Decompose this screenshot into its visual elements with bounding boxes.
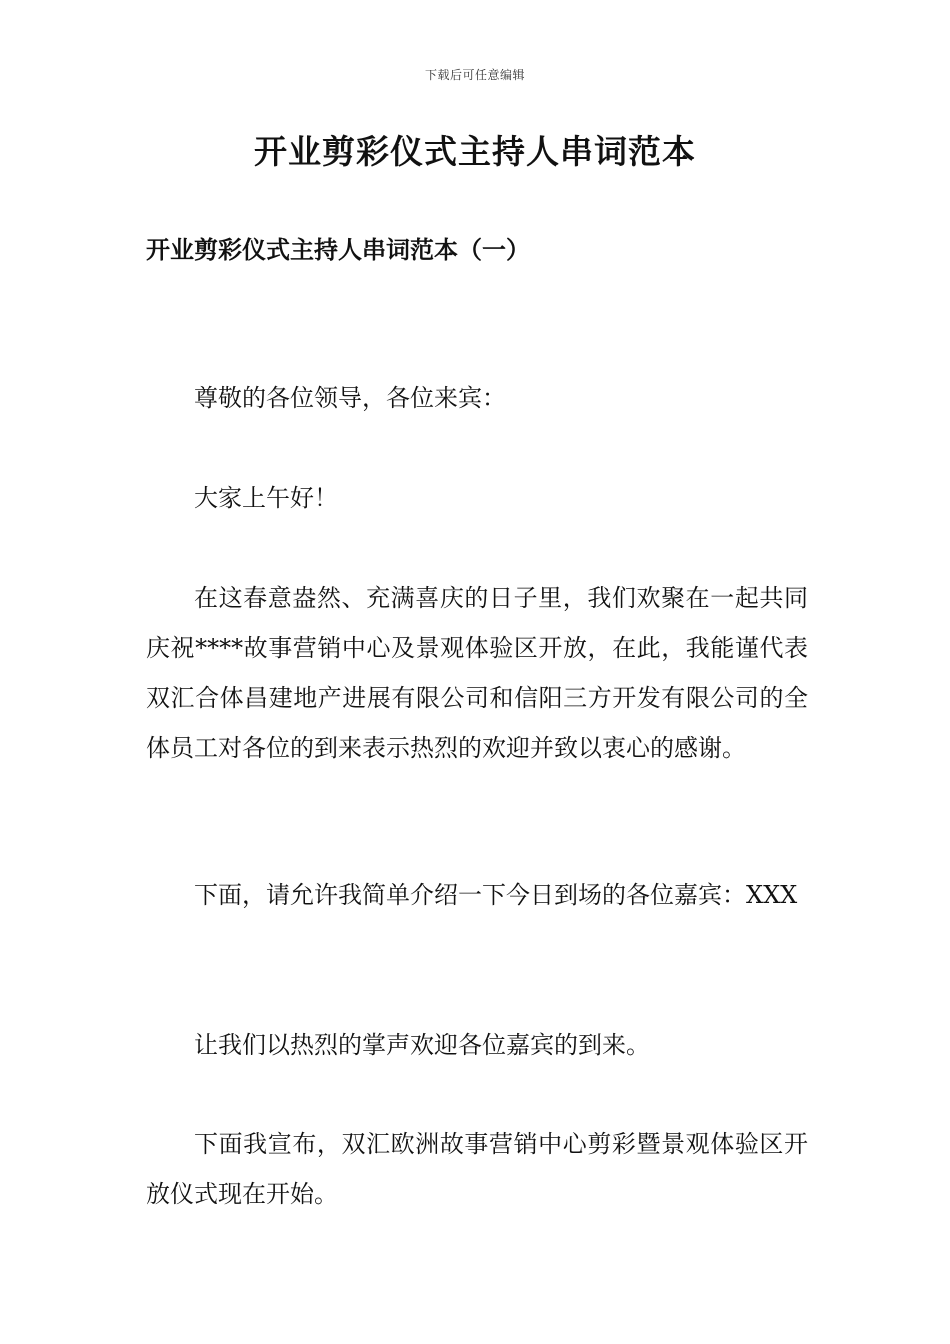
announce-paragraph: 下面我宣布，双汇欧洲故事营销中心剪彩暨景观体验区开放仪式现在开始。	[146, 1130, 808, 1208]
guests-paragraph: 下面，请允许我简单介绍一下今日到场的各位嘉宾：XXX	[194, 881, 798, 909]
welcome-paragraph: 让我们以热烈的掌声欢迎各位嘉宾的到来。	[194, 1031, 650, 1059]
header-note: 下载后可任意编辑	[424, 68, 525, 82]
greeting-paragraph: 尊敬的各位领导，各位来宾：	[194, 384, 506, 412]
section-heading: 开业剪彩仪式主持人串词范本（一）	[146, 235, 530, 264]
intro-paragraph: 在这春意盎然、充满喜庆的日子里，我们欢聚在一起共同庆祝****故事营销中心及景观体验区开放，在此，我能谨代表双汇合体昌建地产进展有限公司和信阳三方开发有限公司的全体员工对各位的到来表示热烈的欢迎并致以衷心的感谢。	[146, 584, 808, 762]
document-title: 开业剪彩仪式主持人串词范本	[254, 132, 696, 171]
hello-paragraph: 大家上午好！	[194, 484, 338, 512]
